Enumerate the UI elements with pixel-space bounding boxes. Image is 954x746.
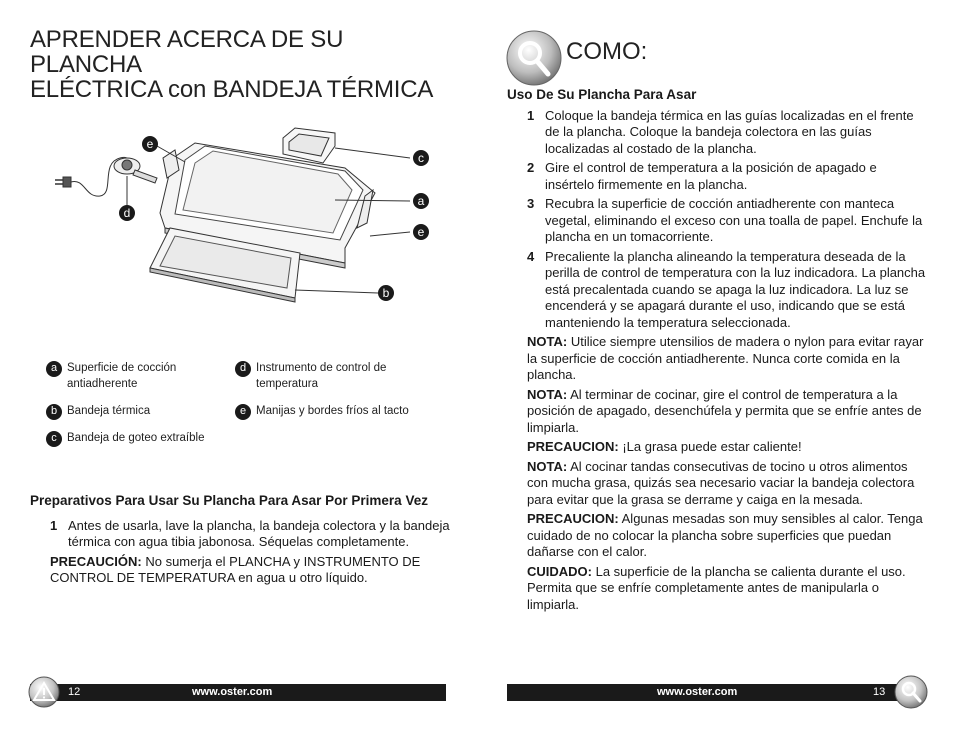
note-text: La superficie de la plancha se calienta durante el uso. Permita que se enfríe completamente antes de manipularla o limpiarla. [527,563,906,612]
step-number: 2 [527,160,535,175]
note-item [507,459,929,509]
note-label: PRECAUCION: [527,439,619,454]
footer-url-right: www.oster.com [657,686,738,698]
callout-d: d [123,206,131,220]
note-text: Al cocinar tandas consecutivas de tocino u otros alimentos con mucha grasa, quizás sea necesario vaciar la bandeja colectora para evitar que la grasa se derrame y caiga en la mesada. [527,458,915,507]
step-text: Antes de usarla, lave la plancha, la bandeja colectora y la bandeja térmica con agua tibia jabonosa. Séquelas completamente. [68,517,450,549]
step-text: Precaliente la plancha alineando la temperatura deseada de la perilla de control de temperatura con la luz indicadora. La plancha está precalentada cuando se apaga la luz indicadora. La luz se encenderá y se apagará durante el uso, indicando que se está manteniendo la temperatura seleccionada. [545,248,926,330]
note-item [507,387,929,437]
legend-badge-b: b [46,404,62,420]
note-item [507,564,929,614]
callout-a: a [417,194,425,208]
footer-left [30,684,446,701]
callout-e-side: e [417,225,425,239]
caution-text: No sumerja el PLANCHA y INSTRUMENTO DE CONTROL DE TEMPERATURA en agua u otro líquido. [50,553,421,585]
griddle-illustration [45,118,445,318]
callout-c: c [418,151,424,165]
parts-legend [46,360,446,455]
title-line-1: APRENDER ACERCA DE SU PLANCHA [30,26,344,78]
legend-badge-a: a [46,361,62,377]
caution-label: PRECAUCIÓN: [50,553,142,569]
page-title [30,27,450,102]
footer-right [507,684,923,701]
note-label: NOTA: [527,458,568,474]
section-heading: Uso De Su Plancha Para Asar [507,87,697,102]
legend-badge-e: e [235,404,251,420]
page-number-left: 12 [68,686,81,698]
step-text: Recubra la superficie de cocción antiadherente con manteca vegetal, eliminando el exceso con una toalla de papel. Enchufe la plancha en un tomacorriente. [545,196,923,244]
step-number: 1 [527,107,535,123]
step-item [507,108,929,158]
step-item [507,249,929,332]
usage-section [507,87,929,616]
legend-badge-c: c [46,431,62,447]
note-item [507,439,929,456]
note-item [507,334,929,384]
legend-item-a [46,360,217,392]
note-text: Utilice siempre utensilios de madera o nylon para evitar rayar la superficie de cocción antiadherente. Nunca corte comida en la plancha. [527,334,924,382]
note-label: PRECAUCION: [527,511,619,526]
legend-badge-d: d [235,361,251,377]
step-item [507,196,929,246]
legend-text-d: Instrumento de control de temperatura [256,362,387,390]
legend-text-a: Superficie de cocción antiadherente [67,362,177,390]
note-text: ¡La grasa puede estar caliente! [618,439,802,454]
legend-text-c: Bandeja de goteo extraíble [67,432,205,444]
note-label: CUIDADO: [527,563,592,579]
section-heading: Preparativos Para Usar Su Plancha Para Asar Por Primera Vez [30,493,428,508]
step-item [30,518,450,551]
first-use-section [30,493,450,590]
legend-text-b: Bandeja térmica [67,405,151,417]
note-text: Al terminar de cocinar, gire el control de temperatura a la posición de apagado, desenchúfela y permita que se enfríe antes de limpiarla. [527,386,922,435]
como-title: COMO: [566,38,648,65]
magnifying-glass-icon [894,675,928,709]
magnifying-glass-icon [506,30,562,86]
title-line-2: ELÉCTRICA con BANDEJA TÉRMICA [30,76,434,103]
note-text: Algunas mesadas son muy sensibles al calor. Tenga cuidado de no colocar la plancha sobre superficies que puedan dañarse con el calor. [527,511,923,559]
legend-item-b [46,403,217,420]
legend-item-d [235,360,406,392]
step-item [507,160,929,193]
note-label: NOTA: [527,334,568,349]
footer-url-left: www.oster.com [192,686,273,698]
step-number: 3 [527,196,535,211]
legend-item-c [46,430,237,447]
caution-note [30,554,450,587]
step-number: 1 [50,517,58,533]
step-number: 4 [527,248,535,264]
note-item [507,511,929,561]
callout-e-top: e [146,137,154,151]
warning-triangle-icon [28,676,60,708]
step-text: Gire el control de temperatura a la posición de apagado e insértelo firmemente en la plancha. [545,160,877,192]
page-number-right: 13 [873,686,886,698]
note-label: NOTA: [527,386,568,402]
legend-text-e: Manijas y bordes fríos al tacto [256,405,409,417]
step-text: Coloque la bandeja térmica en las guías localizadas en el frente de la plancha. Coloque la bandeja colectora en las guías localizadas al costado de la plancha. [545,107,914,156]
callout-b: b [382,286,390,300]
legend-item-e [235,403,436,420]
